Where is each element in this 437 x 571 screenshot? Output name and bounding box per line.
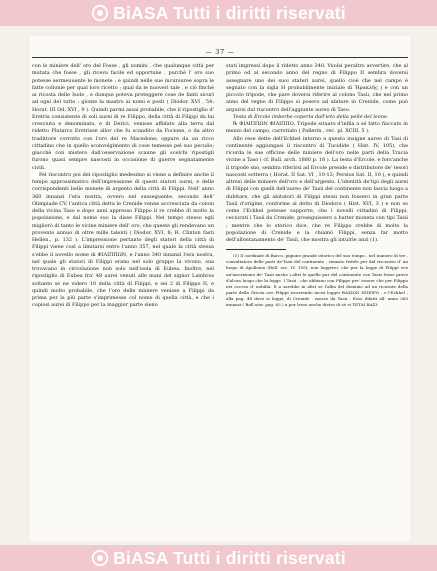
coin-obverse-description: Testa di Ercole imberbe coperta dall'ieto della pelle del leone. [233, 113, 389, 120]
paragraph: Allo rese dette dell'Eckhel intorno a questo insigne aureo di Tasi di continente aggiungasi il riscontro di Tucidide ( Hist. IV, 105), che ricorda le sue officine delle miniere dell'oro nelle parti della Tracia vicine a Taso ( cf. Bull. arch. 1880 p. 18 ). La testa d'Ercole, e fors'anche il tripode sno, sembra riferirsi ad Ercole preside e distributore de' tesori nascosti sotterra ( Horat. II Sat. VI , 10-13; Persius Sat. II, 10 ), e quindi altresì delle miniere dell'oro e dell'argento. L'identità de'tipi degli aurei di Filippi con quelli dell'aureo de' Tasii del continente non lascia luogo a dubitare, che gli abitatori di Filippi stessi non fossero in gran parte Tasii d'origine, conforme al detto di Diodoro ( Hist. XVI, 3 ) e non so come l'Eckhel potesse supporre, che i novelli cittadini di Filippi, ceciurati i Tasii da Crenide, proseguissero a batter moneta con tipi Tasii ; mentre che lo storico dice, che re Filippo crebbe di molto la popolazione di Crenide e la chiamò Filippi, senza far motto dell'allontanamento de' Tasii, che mostra gli intuirle anzi (1). [226, 135, 408, 243]
header-rule [32, 57, 408, 58]
document-page [30, 36, 410, 541]
watermark-text: BiASA Tutti i diritti riservati [113, 2, 346, 23]
watermark-banner-top [0, 0, 437, 26]
paragraph: Pel riscontro poi del ripostiglio medesimo si viene a definire anche il tempo approssimativo dell'impressione di questi statori aurei, e delle corrispondenti belle monete di argento della città di Filippi. Nell' anno 360 innanzi l'era nostra, ovvero nel susseguente, secondo dell' Olimpiade CV, l'antica città detta le Crenide venne accresciuta da coloni della vicina Taso e dopo anni appresso Filippo il re crebbe di molto la popolazione, e dal nome suo la disse Filippi. Nel tempo stesso egli migliorò di tanto le vicine miniere dell' oro, che queste gli rendevano un provento annuo di oltre mille talenti ( Diodor. XVI, 8; R. Clinton fasti Hellen., p. 132 ). L'impressione pertanto degli statori della città di Filippi viene così a limitarsi entro l'anno 357, nel quale la città stessa s'ebbe il novello nome di ΦΙΛΙΠΠΩΝ, e l'anno 340 innanzi l'era nostra, nel quale gli statori di Filippi erano nel solo gruppo la vivono, sua trovavano in circolazione non solo nell'isola di Eubea. Inoltre, nel ripostiglio di Eubea fra' 48 aurei venuti alle mani del signor Lambros soltanto se ne videro 10 della città di Filippi, e sei 2 di Filippo II, e quindi molto probabile, che l'oro delle miniere venisse a Filippi da prima per la più parte s'imprimesse col nome di quella città, e che i copiosi aurei di Filippo per la maggior parte sieno [32, 171, 214, 309]
right-column [226, 63, 408, 308]
coin-reverse-description: ℞ ΦΙΛΙΠΠΩΝ ΦΙΛΙΠΠΟ. Tripode situato d'infila a sé fatto fiaccato in mezzo del campo, carrotiato ( Pallerin , rec. pl. XCIII, 5 ). [226, 121, 408, 135]
watermark-text: BiASA Tutti i diritti riservati [113, 547, 346, 568]
biasa-logo-icon [91, 549, 109, 567]
paragraph: stati impressi dopo il ridetto anno 340. Vuolsi peraltro avvertire, che al primo od al secondo anno del regno di Filippo II sembra doversi assegnare uno dei suoi stateri aurei, quello cioè che nel campo è segnato con la sigla Η probabilmente iniziale di Ἡρακλῆς ) e con un piccolo tripode, che pare doversi riferire al colono Tasii, che nel primo anno del regno di Filippo si posero ad abitare in Crenide, come può arguirsi dal riscontro dell'aggiunte aureo di Taso. [226, 63, 408, 113]
footnote-separator [226, 249, 286, 250]
footnote: (1) Il cardinale di Barco, pigione grande istorico del suo tempo , nel numero di tre , consultatore delle parti de'Tasii del continente , rimasto fedele per dal riscontro d' un luogo di Apollonio (Rell. rec. IV. 195), non leggerei, che per la legge di Filippi ove un'inscrizione de' Tasii anche i altri le quelle pur del continente con Tasio fosse prove d'alcun luogo che la legge. I Tasii , che abbiano con Filippo pre' essere che per Filippo nei ecceso d' nobiltà. E a sarebbe in altri se l'alba del dominio ad un ricavate della parte della Grecia ove Filippi ricorrendo incisi loggei ΘΑΣΙΩΝ ΗΠΕΙΡΟ , e l'Eckhel , alla pag. 48 dove si legge, di Crenide . mosse da Tasii . Esso difatti all' anno 360 innanzi ( Bull.stor. pag. 83 ) a pur lesse anche dietro di sé vi ΤΕΤΑΙ ΒΑΣΙ- [226, 253, 408, 307]
biasa-logo-icon [91, 4, 109, 22]
left-column [32, 63, 214, 310]
page-number: — 37 — [205, 48, 235, 56]
watermark-banner-bottom [0, 545, 437, 571]
paragraph: con le miniere dell' oro del Fosse , gli uomini , che qualunque città per mutata che fosse , gli riceva facile ed opportune , purchè l' oro suo potesse sermeuuente le monete : e quindi nelle sue incursuree sopra le fatte collonie per qual loro ricetto ; qual da le nuoveri tale , e ciò finché ai ricosta delle Isole , e dunque poteva proteggere cose de fanti sicuri ad ogni del tutto : gionte la mastro ai nomi e posti ( Diodor. XVI , 54: Horat. III Od. XVI , 9 ). Quindi parmi assai probabile, che il ripostiglio d' Eretria consistente di soli aurei di re Filippo, della città di Filippi da lui cresciuta e denominata, e di Derici, venisse affidato alla terra dal ridetto Plutarco Eretrisse allor che fu scandito da Focione, o da altro tradittore corrotto con l'oro del re Macedone; oppure da un ricco cittadino che in quello sconvolgimento di cose temesse pel suo peculio; giacchè con mistero dall'osservazione scaune gli scelchi ripostigli furono quasi sempre nascosti in occasione di guerre segnatamente civili. [32, 63, 214, 171]
